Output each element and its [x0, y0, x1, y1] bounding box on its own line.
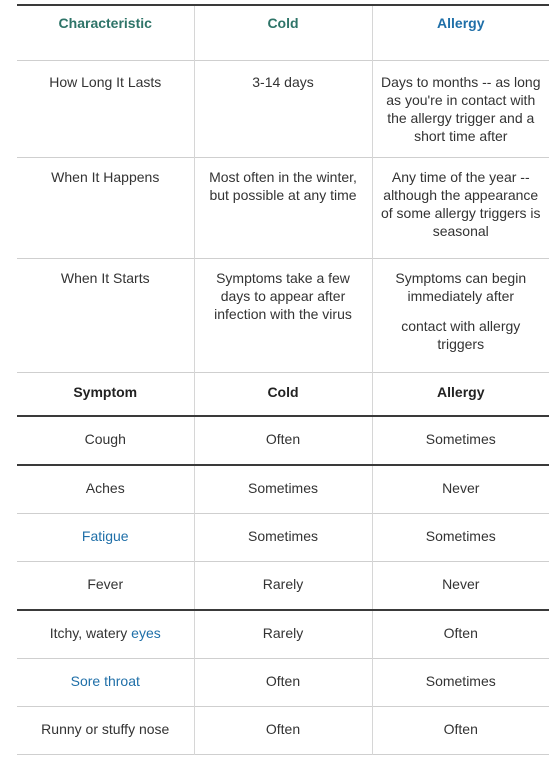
- sore-throat-link[interactable]: Sore throat: [70, 673, 140, 689]
- table-row: [17, 610, 549, 659]
- symptom-name: Runny or stuffy nose: [41, 721, 170, 737]
- cold-cell: Most often in the winter, but possible at any time: [194, 158, 372, 259]
- cold-cell: Rarely: [194, 610, 372, 659]
- cold-cell: Sometimes: [194, 514, 372, 562]
- cold-cell: Often: [194, 416, 372, 465]
- table-row: [17, 416, 549, 465]
- cold-cell: Symptoms take a few days to appear after infection with the virus: [194, 259, 372, 373]
- header-cold: Cold: [194, 373, 372, 417]
- symptom-name: [17, 514, 194, 562]
- header-cold: Cold: [194, 5, 372, 61]
- allergy-cell: Sometimes: [372, 514, 549, 562]
- symptom-header-row: [17, 373, 549, 417]
- header-characteristic: Characteristic: [58, 15, 152, 31]
- cold-vs-allergy-table: [17, 4, 549, 755]
- allergy-cell: Sometimes: [372, 416, 549, 465]
- table-header-row: [17, 5, 549, 61]
- allergy-text: Symptoms can begin immediately after: [395, 270, 527, 304]
- symptom-name: Aches: [85, 480, 125, 496]
- table-row: [17, 707, 549, 755]
- allergy-text: contact with allergy triggers: [401, 318, 521, 352]
- table-row: [17, 465, 549, 514]
- row-label: When It Starts: [60, 270, 150, 286]
- table-row: [17, 61, 549, 158]
- symptom-name: [17, 659, 194, 707]
- allergy-cell: [372, 61, 549, 158]
- allergy-cell: Often: [372, 707, 549, 755]
- allergy-cell: Never: [372, 562, 549, 611]
- cold-cell: Rarely: [194, 562, 372, 611]
- allergy-cell: Never: [372, 465, 549, 514]
- cold-cell: Often: [194, 707, 372, 755]
- cold-cell: 3-14 days: [194, 61, 372, 158]
- row-label: When It Happens: [51, 169, 160, 185]
- table-row: [17, 514, 549, 562]
- cold-cell: Sometimes: [194, 465, 372, 514]
- allergy-cell: [372, 259, 549, 373]
- table-row: [17, 659, 549, 707]
- header-allergy: Allergy: [372, 5, 549, 61]
- table-row: [17, 259, 549, 373]
- table-row: [17, 158, 549, 259]
- table-row: [17, 562, 549, 611]
- symptom-name: Cough: [84, 431, 126, 447]
- allergy-text: Any time of the year -- although the appearance of some allergy triggers is seasonal: [380, 169, 541, 239]
- symptom-name: Fever: [87, 576, 124, 592]
- allergy-text: Days to months -- as long as you're in contact with the allergy trigger and a short time after: [380, 74, 541, 144]
- row-label: How Long It Lasts: [49, 74, 162, 90]
- allergy-cell: Sometimes: [372, 659, 549, 707]
- allergy-cell: Often: [372, 610, 549, 659]
- symptom-name: [17, 610, 194, 659]
- eyes-link[interactable]: eyes: [131, 625, 161, 641]
- cold-cell: Often: [194, 659, 372, 707]
- fatigue-link[interactable]: Fatigue: [81, 528, 129, 544]
- symptom-prefix: Itchy, watery: [49, 625, 132, 641]
- allergy-cell: [372, 158, 549, 259]
- header-symptom: Symptom: [73, 384, 138, 400]
- header-allergy: Allergy: [372, 373, 549, 417]
